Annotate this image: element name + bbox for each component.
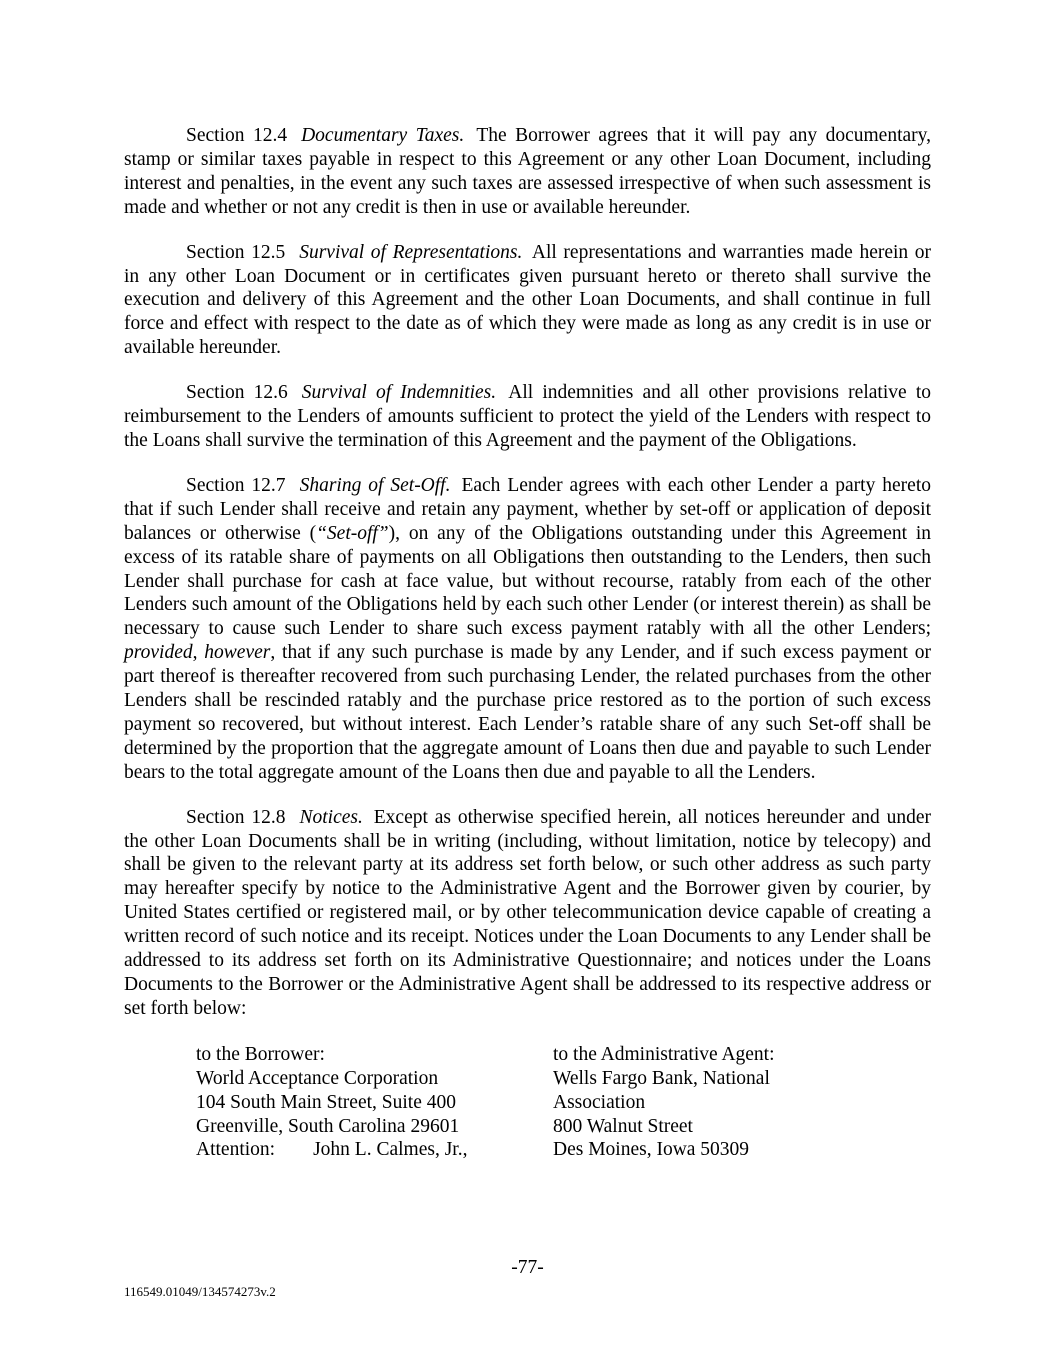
section-number: Section 12.6 (186, 382, 288, 404)
agent-address-block (553, 1043, 853, 1163)
section-12-8 (124, 806, 931, 1021)
however-term: however (204, 642, 271, 664)
agent-name: Wells Fargo Bank, National (553, 1067, 770, 1089)
notice-addresses (196, 1043, 931, 1165)
section-number: Section 12.4 (186, 125, 288, 146)
agent-heading: to the Administrative Agent: (553, 1043, 775, 1065)
section-body-part-3: , that if any such purchase is made by any Lender, and if such excess payment or part thereof is thereafter recovered from such purchasing Lender, the related purchases from the other Lenders shall be rescinded ratably and the purchase price restored as to the portion of such excess payment so recovered, but without interest. Each Lender’s ratable share of any such Set-off shall be determined by the proportion that the aggregate amount of Loans then due and payable to such Lender bears to the total aggregate amount of the Loans then due and payable to all the Lenders. (124, 642, 932, 783)
document-id: 116549.01049/134574273v.2 (124, 1284, 276, 1299)
section-12-6 (124, 381, 931, 453)
section-title: Notices. (299, 806, 363, 828)
section-12-5 (124, 241, 931, 361)
provided-term: provided (124, 642, 193, 664)
page-body (124, 124, 931, 1165)
section-body: All representations and warranties made herein or in any other Loan Document or in certificates given pursuant hereto or thereto shall survive the execution and delivery of this Agreement and the other Loan Documents, and shall continue in full force and effect with respect to the date as of which they were made as long as any credit is in use or available hereunder. (124, 241, 931, 359)
section-body-part-2: ), on any of the Obligations outstanding under this Agreement in excess of its ratable share of payments on all Obligations then outstanding to the Lenders, then such Lender shall purchase for cash at face value, but without recourse, ratably from each of the other Lenders such amount of the Obligations held by each such other Lender (or interest therein) as shall be necessary to cause such Lender to share such excess payment ratably with all the other Lenders; (124, 522, 931, 640)
page-number: -77- (511, 1257, 544, 1278)
section-body-part-1: Each Lender agrees with each other Lender a party hereto that if such Lender shall receive and retain any payment, whether by set-off or application of deposit balances or otherwise ( (124, 474, 931, 544)
section-number: Section 12.5 (186, 241, 286, 263)
borrower-heading: to the Borrower: (196, 1043, 325, 1065)
section-title: Survival of Indemnities. (301, 382, 497, 404)
section-title: Sharing of Set-Off. (299, 474, 451, 496)
section-body: The Borrower agrees that it will pay any documentary, stamp or similar taxes payable in respect to this Agreement or any other Loan Document, including interest and penalties, in the event any such taxes are assessed irrespective of when such assessment is made and whether or not any credit is then in use or available hereunder. (124, 125, 931, 218)
section-12-7 (124, 474, 931, 785)
borrower-attention (196, 1138, 546, 1162)
attention-label: Attention: (196, 1139, 276, 1161)
borrower-street: 104 South Main Street, Suite 400 (196, 1091, 456, 1113)
borrower-city: Greenville, South Carolina 29601 (196, 1115, 460, 1137)
borrower-name: World Acceptance Corporation (196, 1067, 439, 1089)
section-body: All indemnities and all other provisions relative to reimbursement to the Lenders of amounts sufficient to protect the yield of the Lenders with respect to the Loans shall survive the termination of this Agreement and the payment of the Obligations. (124, 382, 931, 451)
section-title: Survival of Representations. (299, 241, 523, 263)
defined-term-set-off: “Set-off” (316, 522, 389, 544)
section-number: Section 12.8 (186, 806, 286, 828)
section-number: Section 12.7 (186, 474, 286, 496)
agent-name-continued: Association (553, 1091, 646, 1113)
section-12-4 (124, 124, 931, 220)
attention-name: John L. Calmes, Jr., (313, 1139, 468, 1161)
agent-street: 800 Walnut Street (553, 1115, 693, 1137)
agent-city: Des Moines, Iowa 50309 (553, 1139, 750, 1161)
borrower-address-block (196, 1043, 546, 1163)
comma-separator: , (192, 642, 205, 664)
section-body: Except as otherwise specified herein, all notices hereunder and under the other Loan Documents shall be in writing (including, without limitation, notice by telecopy) and shall be given to the relevant party at its address set forth below, or such other address as such party may hereafter specify by notice to the Administrative Agent and the Borrower given by courier, by United States certified or registered mail, or by other telecommunication device capable of creating a written record of such notice and its receipt. Notices under the Loan Documents to any Lender shall be addressed to its address set forth on its Administrative Questionnaire; and notices under the Loans Documents to the Borrower or the Administrative Agent shall be addressed to its respective address or set forth below: (124, 806, 932, 1019)
section-title: Documentary Taxes. (301, 125, 465, 146)
